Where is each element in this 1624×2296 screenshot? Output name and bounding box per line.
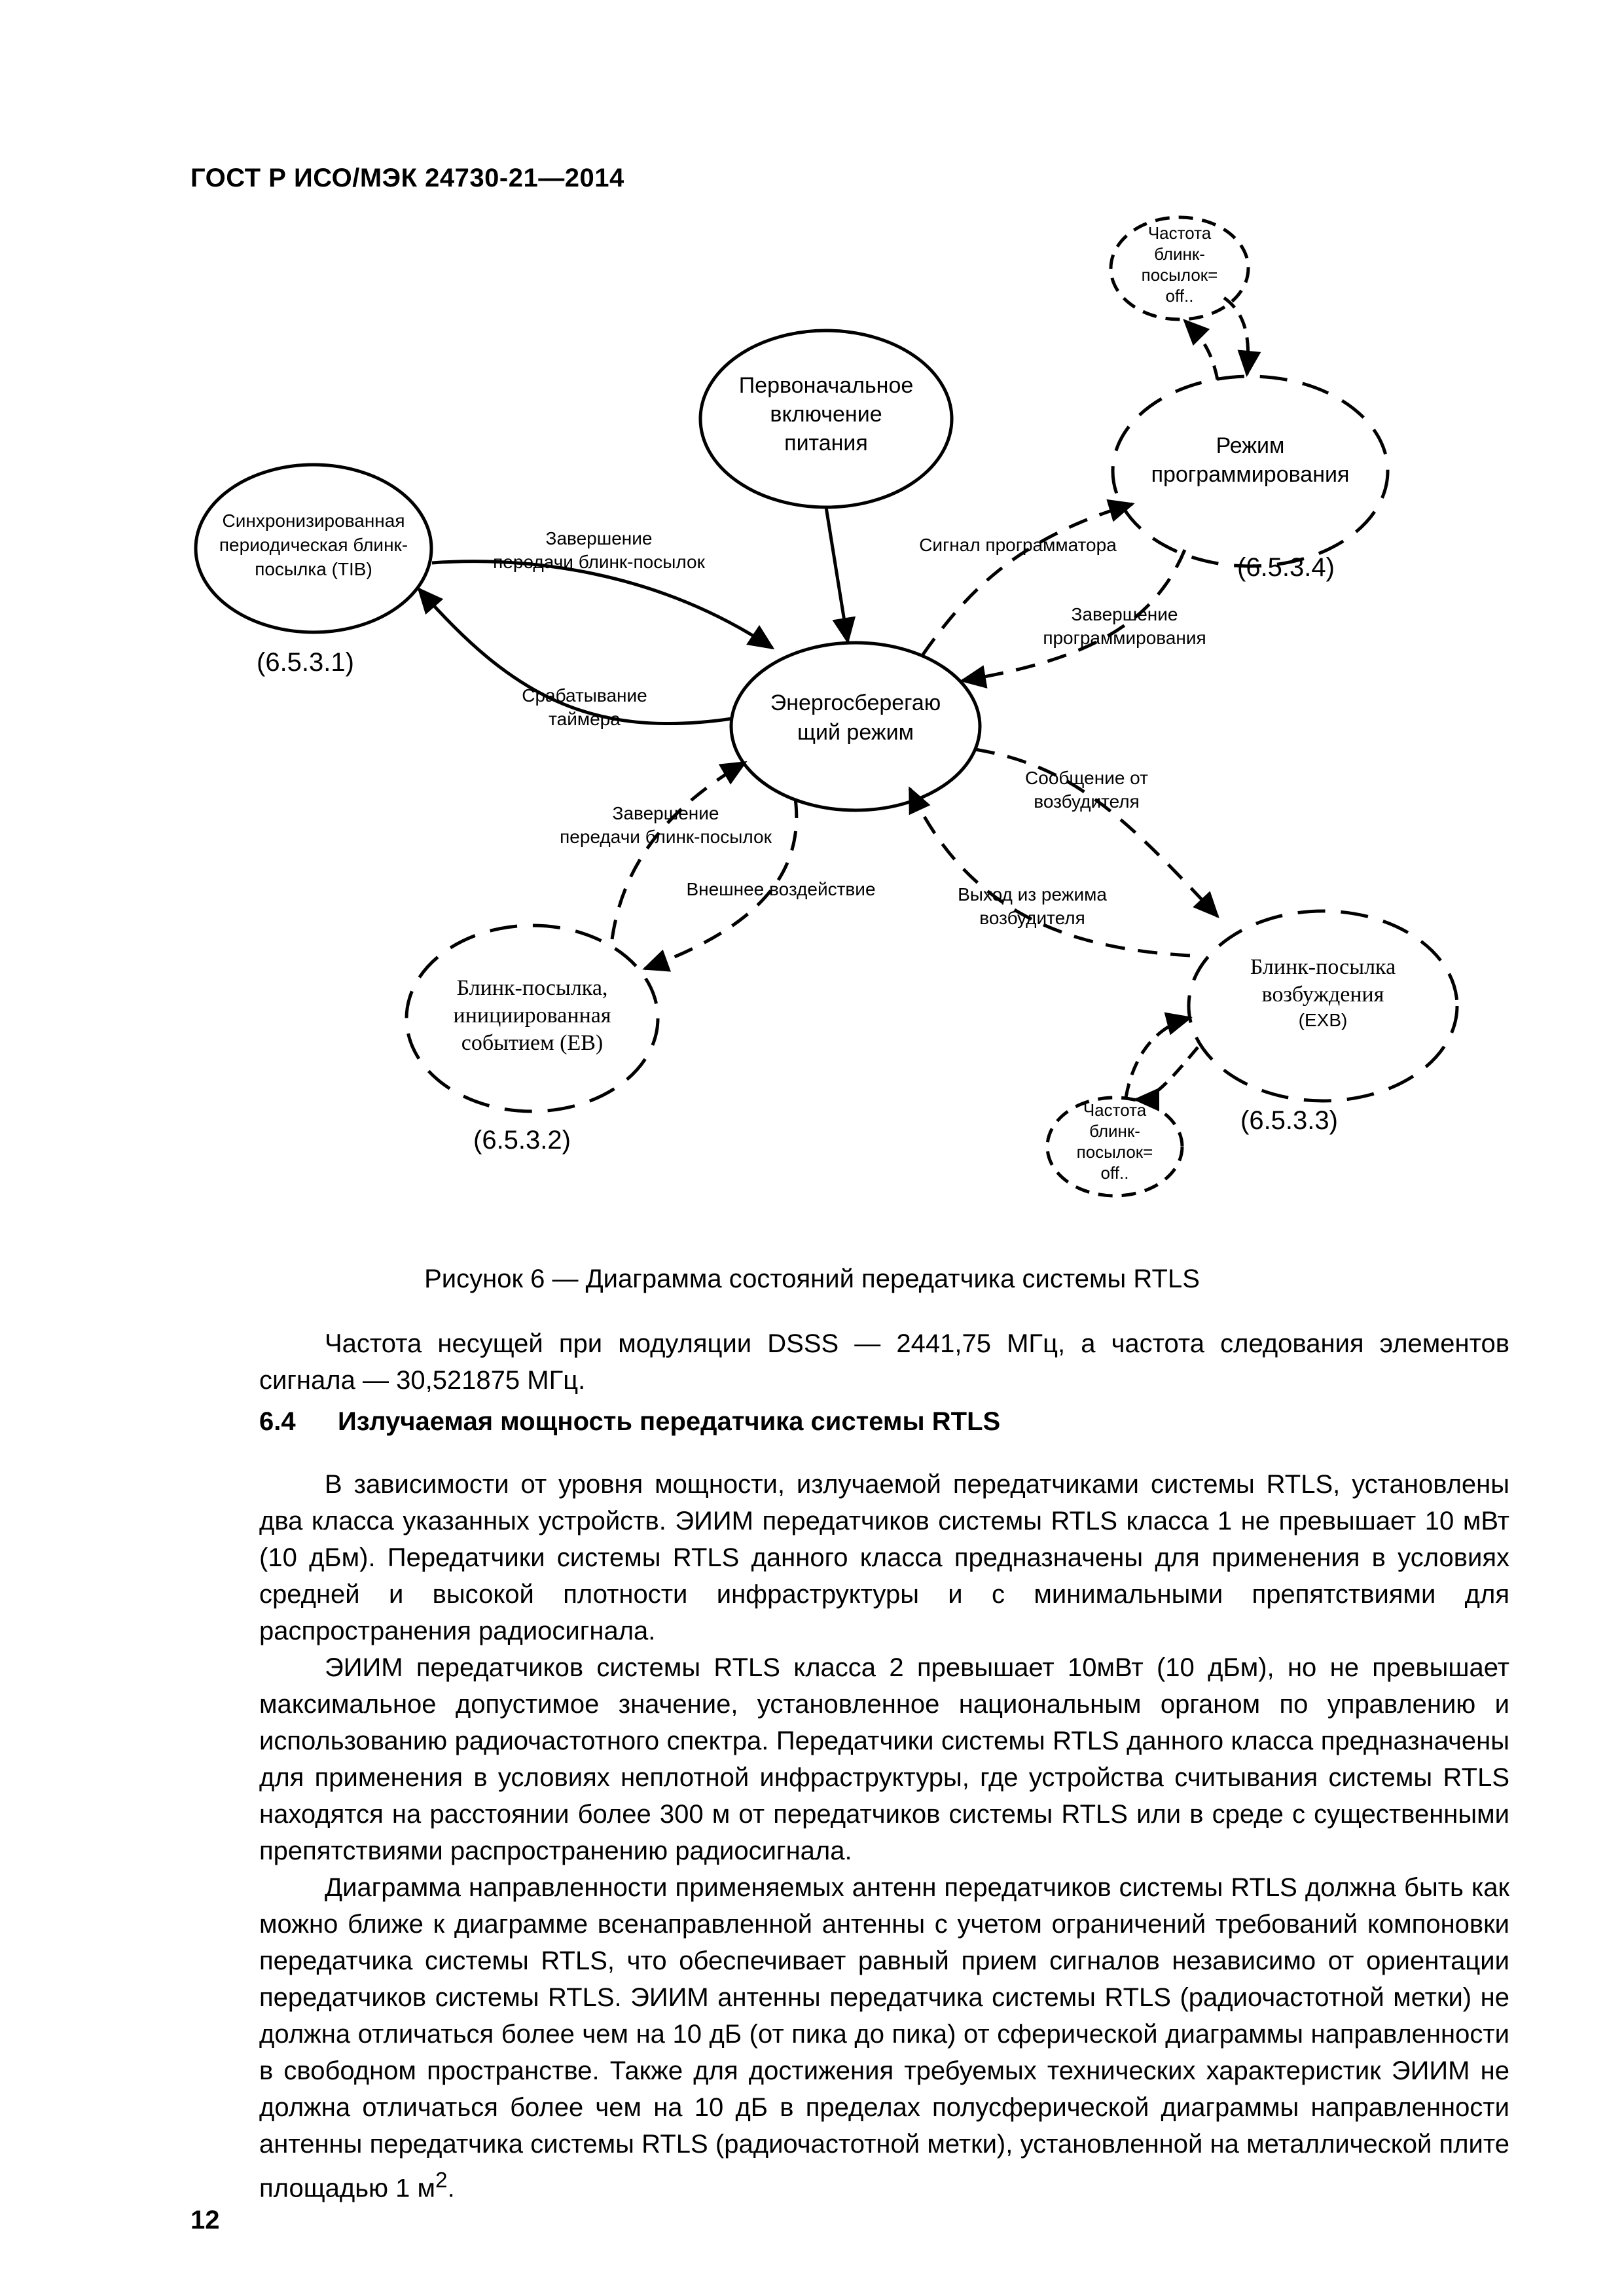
state-eb-label xyxy=(454,976,611,1055)
arrow-exb-to-off-bottom xyxy=(1136,1047,1198,1100)
svg-text:Завершение: Завершение xyxy=(612,803,719,823)
section-title: Излучаемая мощность передатчика системы RTLS xyxy=(338,1407,1001,1436)
svg-text:возбудителя: возбудителя xyxy=(1034,791,1140,812)
arrow-off-bottom-to-exb xyxy=(1126,1018,1190,1098)
state-tib-label xyxy=(219,511,408,579)
svg-text:блинк-: блинк- xyxy=(1089,1121,1140,1141)
section-body xyxy=(259,1466,1509,2206)
section-number: 6.4 xyxy=(259,1407,296,1436)
section-heading xyxy=(259,1407,1000,1437)
svg-text:включение: включение xyxy=(770,402,882,427)
arrow-power-on-to-save xyxy=(826,507,848,641)
ref-exb: (6.5.3.3) xyxy=(1240,1106,1338,1135)
svg-text:передачи блинк-посылок: передачи блинк-посылок xyxy=(560,827,772,847)
svg-text:блинк-: блинк- xyxy=(1154,244,1205,264)
paragraph-3-end: . xyxy=(447,2174,455,2203)
svg-text:посылка (TIB): посылка (TIB) xyxy=(255,559,372,579)
paragraph-3-text: Диаграмма направленности применяемых антенн передатчиков системы RTLS должна быть как можно ближе к диаграмме всенаправленной антенны с учетом ограничений требований компоновки передатчика системы RTLS, что обеспечивает равный прием сигналов независимо от ориентации передатчиков системы RTLS. ЭИИМ антенны передатчика системы RTLS (радиочастотной метки) не должна отличаться более чем на 10 дБ (от пика до пика) от сферической диаграммы направленности в свободном пространстве. Также для достижения требуемых технических характеристик ЭИИМ не должна отличаться более чем на 10 дБ в пределах полусферической диаграммы направленности антенны передатчика системы RTLS (радиочастотной метки), установленной на металлической плите площадью 1 м xyxy=(259,1873,1509,2203)
svg-text:(EXB): (EXB) xyxy=(1298,1010,1348,1030)
svg-text:Энергосберегаю: Энергосберегаю xyxy=(770,691,941,715)
state-off-top-label xyxy=(1142,223,1218,306)
state-power-save-label xyxy=(770,691,941,745)
svg-text:Срабатывание: Срабатывание xyxy=(522,685,647,706)
svg-text:питания: питания xyxy=(784,431,868,456)
state-exb-label xyxy=(1250,955,1396,1030)
svg-text:передачи блинк-посылок: передачи блинк-посылок xyxy=(493,552,705,572)
ref-eb: (6.5.3.2) xyxy=(473,1126,571,1155)
svg-text:инициированная: инициированная xyxy=(453,1003,611,1028)
svg-text:посылок=: посылок= xyxy=(1076,1142,1153,1162)
paragraph-text: Частота несущей при модуляции DSSS — 2441,75 МГц, а частота следования элементов сигнала — 30,521875 МГц. xyxy=(259,1329,1509,1395)
paragraph-carrier xyxy=(259,1325,1509,1399)
svg-text:Блинк-посылка: Блинк-посылка xyxy=(1250,955,1396,979)
svg-text:возбудителя: возбудителя xyxy=(979,908,1085,928)
arrow-exb-to-save xyxy=(910,789,1190,956)
ref-tib: (6.5.3.1) xyxy=(257,648,354,677)
state-off-bottom-label xyxy=(1077,1100,1153,1183)
arrow-eb-to-save xyxy=(612,762,745,939)
ref-prog: (6.5.3.4) xyxy=(1237,553,1335,582)
arrow-tib-to-save xyxy=(432,562,772,648)
svg-text:Блинк-посылка,: Блинк-посылка, xyxy=(456,976,608,1000)
svg-text:off..: off.. xyxy=(1165,286,1194,306)
label-exciter-msg xyxy=(1025,768,1148,812)
svg-text:щий режим: щий режим xyxy=(797,720,914,745)
document-header: ГОСТ Р ИСО/МЭК 24730-21—2014 xyxy=(190,164,624,192)
label-external: Внешнее воздействие xyxy=(686,879,876,899)
label-eb-end xyxy=(560,803,772,847)
svg-text:Завершение: Завершение xyxy=(545,528,653,548)
svg-text:возбуждения: возбуждения xyxy=(1261,982,1384,1007)
svg-text:периодическая блинк-: периодическая блинк- xyxy=(219,535,408,555)
svg-text:программирования: программирования xyxy=(1043,628,1206,648)
paragraph-2: ЭИИМ передатчиков системы RTLS класса 2 превышает 10мВт (10 дБм), но не превышает максимальное допустимое значение, установленное национальным органом по управлению и использованию радиочастотного спектра. Передатчики системы RTLS данного класса предназначены для применения в условиях неплотной инфраструктуры, где устройства считывания системы RTLS находятся на расстоянии более 300 м от передатчиков системы RTLS или в среде с существенными препятствиями распространению радиосигнала. xyxy=(259,1653,1509,1865)
svg-text:Выход из режима: Выход из режима xyxy=(958,884,1107,905)
svg-text:событием (EB): событием (EB) xyxy=(461,1031,604,1055)
label-prog-signal: Сигнал программатора xyxy=(919,535,1117,555)
state-power-on-label xyxy=(739,373,914,456)
arrow-prog-to-off-top xyxy=(1185,321,1218,380)
svg-text:таймера: таймера xyxy=(549,709,621,729)
svg-text:Режим: Режим xyxy=(1216,433,1285,458)
svg-text:программирования: программирования xyxy=(1151,462,1350,487)
figure-caption: Рисунок 6 — Диаграмма состояний передатчика системы RTLS xyxy=(424,1265,1200,1293)
svg-text:Сообщение от: Сообщение от xyxy=(1025,768,1148,788)
svg-text:Синхронизированная: Синхронизированная xyxy=(222,511,405,531)
svg-text:Частота: Частота xyxy=(1147,223,1212,243)
svg-text:off..: off.. xyxy=(1100,1163,1129,1183)
paragraph-3 xyxy=(259,1869,1509,2206)
paragraph-1: В зависимости от уровня мощности, излучаемой передатчиками системы RTLS, установлены два класса указанных устройств. ЭИИМ передатчиков системы RTLS класса 1 не превышает 10 мВт (10 дБм). Передатчики системы RTLS данного класса предназначены для применения в условиях средней и высокой плотности инфраструктуры и с минимальными препятствиями для распространения радиосигнала. xyxy=(259,1470,1509,1645)
svg-text:Первоначальное: Первоначальное xyxy=(738,373,914,398)
superscript-2: 2 xyxy=(435,2168,448,2193)
arrow-off-top-to-prog xyxy=(1224,298,1248,374)
svg-text:Частота: Частота xyxy=(1083,1100,1147,1120)
svg-text:посылок=: посылок= xyxy=(1141,265,1218,285)
svg-text:Завершение: Завершение xyxy=(1071,604,1178,624)
state-prog-label xyxy=(1151,433,1350,487)
label-tib-end xyxy=(493,528,705,572)
page-number: 12 xyxy=(190,2206,220,2234)
label-exciter-exit xyxy=(958,884,1107,928)
